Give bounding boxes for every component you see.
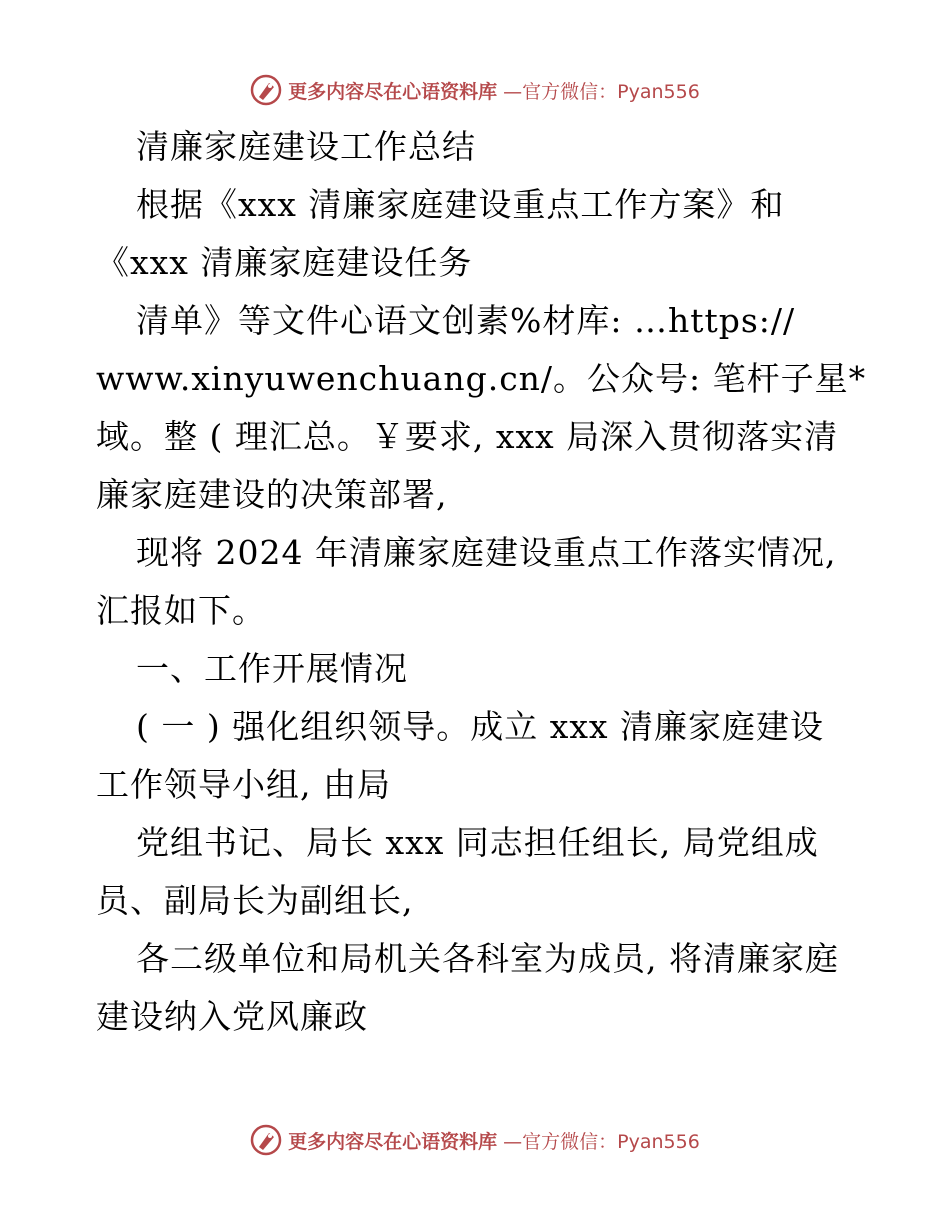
- paragraph-line: 廉家庭建设的决策部署,: [96, 475, 448, 514]
- paragraph-line: 清单》等文件心语文创素%材库: …https://: [136, 301, 796, 340]
- paragraph-line: 党组书记、局长 xxx 同志担任组长, 局党组成: [136, 823, 819, 862]
- section-heading: 一、工作开展情况: [136, 649, 408, 688]
- pen-nib-icon: [250, 74, 282, 106]
- watermark-header: [0, 70, 950, 110]
- paragraph-line: 工作领导小组, 由局: [96, 765, 391, 804]
- pen-nib-icon: [250, 1124, 282, 1156]
- paragraph-line: 《xxx 清廉家庭建设任务: [96, 243, 473, 282]
- watermark-footer: [0, 1120, 950, 1160]
- paragraph-line: www.xinyuwenchuang.cn/。公众号: 笔杆子星*: [96, 359, 867, 398]
- paragraph-line: 根据《xxx 清廉家庭建设重点工作方案》和: [136, 185, 785, 224]
- paragraph-line: 各二级单位和局机关各科室为成员, 将清廉家庭: [136, 939, 839, 978]
- paragraph-line: 汇报如下。: [96, 591, 266, 630]
- document-title: 清廉家庭建设工作总结: [136, 127, 476, 166]
- paragraph-line: 员、副局长为副组长,: [96, 881, 414, 920]
- watermark-official-text: —官方微信：Pyan556: [503, 1130, 700, 1153]
- paragraph-line: 域。整 ( 理汇总。￥要求, xxx 局深入贯彻落实清: [96, 417, 839, 456]
- paragraph-line: 建设纳入党风廉政: [96, 997, 368, 1036]
- watermark-brand-text: 更多内容尽在心语资料库: [288, 1130, 498, 1153]
- paragraph-line: 现将 2024 年清廉家庭建设重点工作落实情况,: [136, 533, 837, 572]
- watermark-brand-text: 更多内容尽在心语资料库: [288, 80, 498, 103]
- watermark-official-text: —官方微信：Pyan556: [503, 80, 700, 103]
- paragraph-line: ( 一 ) 强化组织领导。成立 xxx 清廉家庭建设: [136, 707, 825, 746]
